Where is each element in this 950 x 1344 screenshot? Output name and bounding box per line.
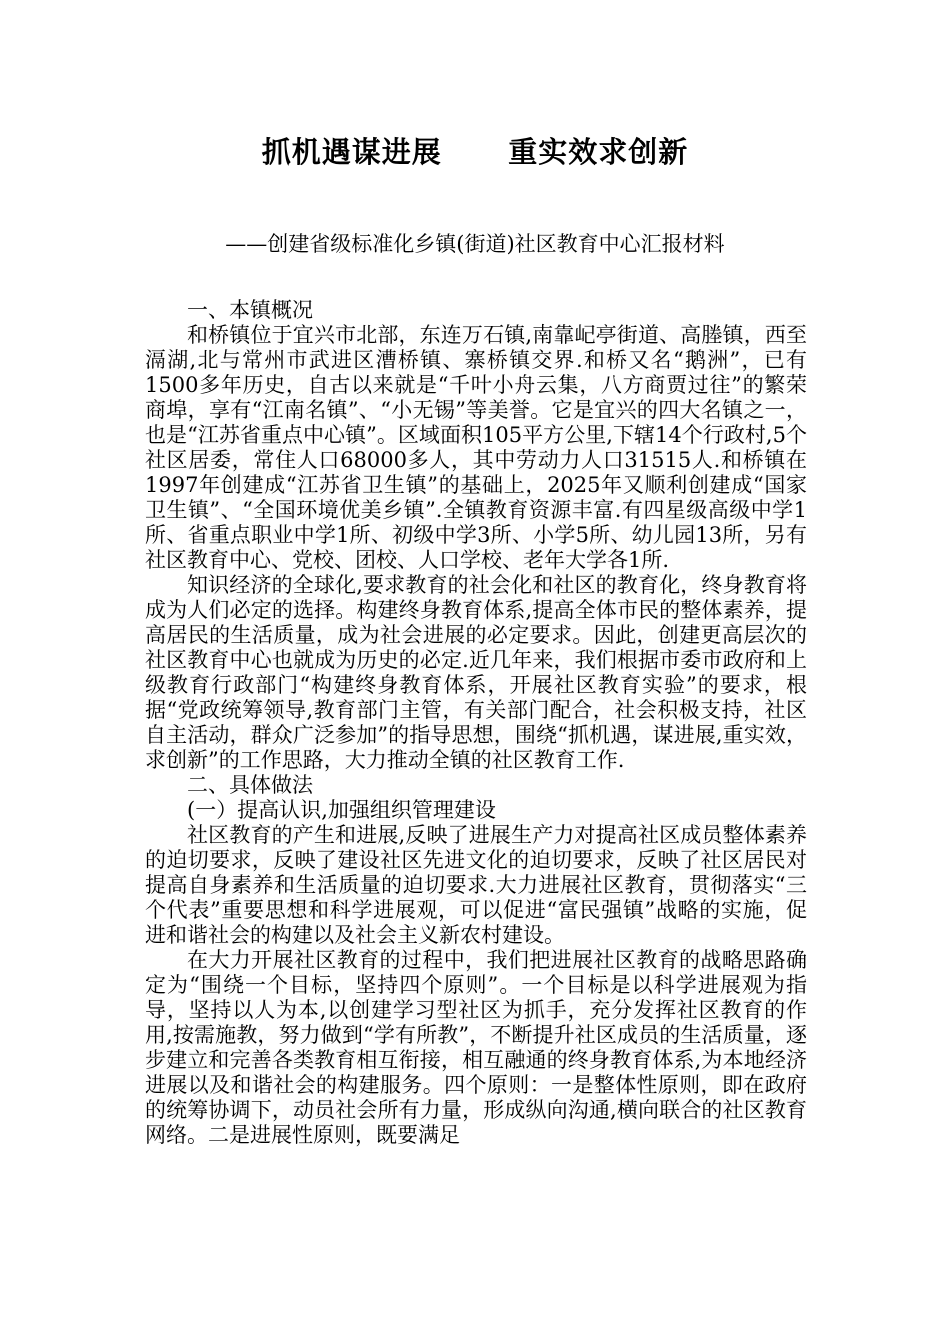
- paragraph-knowledge-economy: 知识经济的全球化,要求教育的社会化和社区的教育化，终身教育将成为人们必定的选择。构建终身教育体系,提高全体市民的整体素养，提高居民的生活质量，成为社会进展的必定要求。因此，创建更高层次的社区教育中心也就成为历史的必定.近几年来，我们根据市委市政府和上级教育行政部门“构建终身教育体系，开展社区教育实验”的要求，根据“党政统筹领导,教育部门主管，有关部门配合，社会积极支持，社区自主活动，群众广泛参加”的指导思想，围绕“抓机遇，谋进展,重实效，求创新”的工作思路，大力推动全镇的社区教育工作.: [145, 573, 807, 772]
- subsection-heading-awareness: (一）提高认识,加强组织管理建设: [187, 798, 496, 822]
- paragraph-community-education: 社区教育的产生和进展,反映了进展生产力对提高社区成员整体素养的迫切要求，反映了建设社区先进文化的迫切要求，反映了社区居民对提高自身素养和生活质量的迫切要求.大力进展社区教育，贯彻落实“三个代表”重要思想和科学进展观，可以促进“富民强镇”战略的实施，促进和谐社会的构建以及社会主义新农村建设。: [145, 823, 807, 947]
- document-subtitle: ——创建省级标准化乡镇(街道)社区教育中心汇报材料: [225, 232, 725, 256]
- document-title: 抓机遇谋进展 重实效求创新: [261, 135, 689, 169]
- document-body: [145, 298, 807, 1148]
- section-heading-overview: 一、本镇概况: [187, 298, 313, 322]
- paragraph-strategy: 在大力开展社区教育的过程中，我们把进展社区教育的战略思路确定为“围绕一个目标，坚持四个原则”。一个目标是以科学进展观为指导，坚持以人为本,以创建学习型社区为抓手，充分发挥社区教育的作用,按需施教，努力做到“学有所教”，不断提升社区成员的生活质量，逐步建立和完善各类教育相互衔接，相互融通的终身教育体系,为本地经济进展以及和谐社会的构建服务。四个原则：一是整体性原则，即在政府的统筹协调下，动员社会所有力量，形成纵向沟通,横向联合的社区教育网络。二是进展性原则，既要满足: [145, 948, 807, 1147]
- section-heading-practices: 二、具体做法: [187, 773, 313, 797]
- paragraph-town-overview: 和桥镇位于宜兴市北部，东连万石镇,南靠屺亭街道、高塍镇，西至滆湖,北与常州市武进区漕桥镇、寨桥镇交界.和桥又名“鹅洲”，已有1500多年历史，自古以来就是“千叶小舟云集，八方商贾过往”的繁荣商埠，享有“江南名镇”、“小无锡”等美誉。它是宜兴的四大名镇之一，也是“江苏省重点中心镇”。区域面积105平方公里,下辖14个行政村,5个社区居委，常住人口68000多人，其中劳动力人口31515人.和桥镇在1997年创建成“江苏省卫生镇”的基础上，2025年又顺利创建成“国家卫生镇”、“全国环境优美乡镇”.全镇教育资源丰富.有四星级高级中学1所、省重点职业中学1所、初级中学3所、小学5所、幼儿园13所，另有社区教育中心、党校、团校、人口学校、老年大学各1所.: [145, 323, 807, 572]
